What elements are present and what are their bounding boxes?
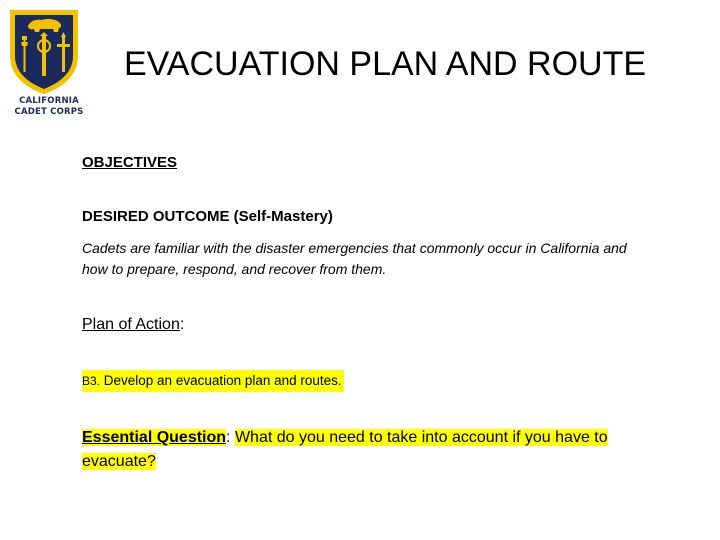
- logo-caption-line2: CADET CORPS: [14, 107, 84, 117]
- cadet-corps-logo: [6, 6, 82, 122]
- objective-b3-text: Develop an evacuation plan and routes.: [100, 373, 342, 388]
- logo-caption-line1: CALIFORNIA: [19, 96, 79, 106]
- plan-of-action-label: [82, 314, 184, 336]
- plan-of-action-text: Plan of Action: [82, 316, 180, 333]
- page-title: EVACUATION PLAN AND ROUTE: [123, 45, 647, 83]
- desired-outcome-body: Cadets are familiar with the disaster emergencies that commonly occur in California and how to prepare, respond, and recover from them.: [82, 240, 627, 277]
- essential-question: [82, 426, 682, 474]
- objective-b3: [82, 370, 344, 392]
- desired-outcome-heading: DESIRED OUTCOME (Self-Mastery): [82, 208, 333, 225]
- objective-b3-code: B3.: [82, 374, 101, 388]
- shield-icon: [6, 6, 82, 96]
- plan-of-action-colon: :: [179, 316, 185, 333]
- objectives-heading: OBJECTIVES: [82, 154, 178, 171]
- essential-question-colon: :: [226, 429, 235, 446]
- logo-caption: [6, 96, 92, 118]
- essential-question-text: What do you need to take into account if you have to evacuate?: [82, 429, 608, 470]
- essential-question-label: Essential Question: [82, 429, 227, 446]
